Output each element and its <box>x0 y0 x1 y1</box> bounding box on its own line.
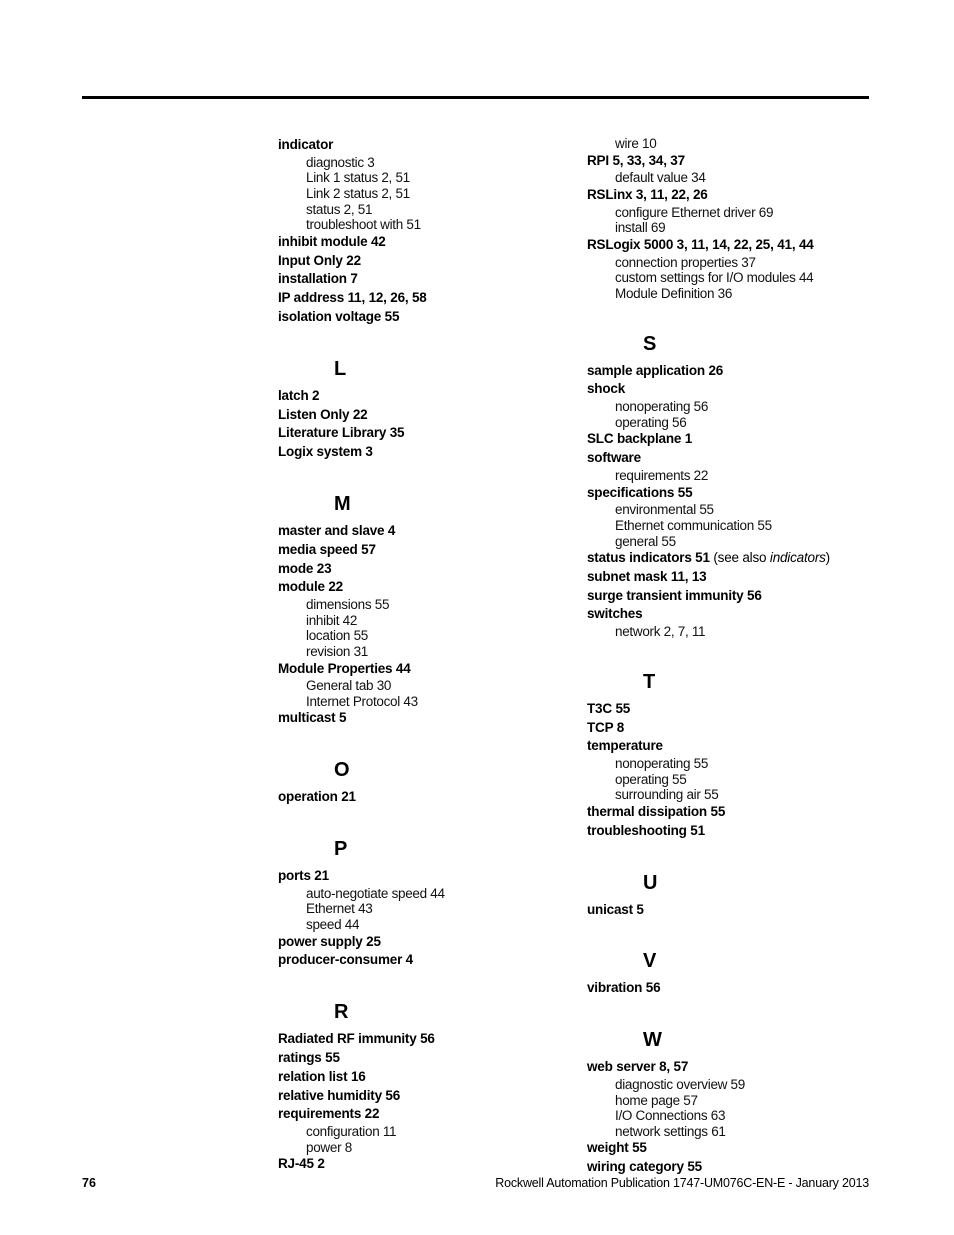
index-term: relation list 16 <box>278 1068 366 1084</box>
index-entry <box>278 578 558 597</box>
index-entry <box>278 387 558 406</box>
index-term: switches <box>587 606 643 622</box>
index-section-w <box>587 1028 887 1177</box>
index-entry <box>278 522 558 541</box>
index-term: Module Properties 44 <box>278 660 411 676</box>
index-subentry: Ethernet communication 55 <box>615 517 772 533</box>
index-section-o <box>278 758 558 807</box>
index-term: subnet mask 11, 13 <box>587 568 707 584</box>
index-subentry: I/O Connections 63 <box>615 1108 726 1124</box>
section-letter: L <box>334 357 347 380</box>
index-term: vibration 56 <box>587 980 661 996</box>
index-section-p <box>278 837 558 970</box>
index-term: isolation voltage 55 <box>278 308 400 324</box>
index-term: relative humidity 56 <box>278 1087 401 1103</box>
section-letter: R <box>334 1001 349 1024</box>
index-subentry: power 8 <box>306 1139 352 1155</box>
index-entry <box>587 822 887 841</box>
index-entry <box>278 424 558 443</box>
index-subentry: default value 34 <box>615 170 706 186</box>
index-term: sample application 26 <box>587 362 724 378</box>
index-entry <box>587 700 887 719</box>
index-subentry: network 2, 7, 11 <box>615 624 706 640</box>
index-term: media speed 57 <box>278 541 376 557</box>
index-section-s <box>587 332 887 640</box>
index-term: IP address 11, 12, 26, 58 <box>278 290 427 306</box>
index-entry <box>278 709 558 728</box>
index-section-t <box>587 670 887 841</box>
index-term: SLC backplane 1 <box>587 431 693 447</box>
index-term: Input Only 22 <box>278 252 361 268</box>
index-subentry: connection properties 37 <box>615 254 756 270</box>
index-term: multicast 5 <box>278 710 347 726</box>
index-term: thermal dissipation 55 <box>587 804 726 820</box>
index-term: temperature <box>587 738 663 754</box>
index-term: RSLogix 5000 3, 11, 14, 22, 25, 41, 44 <box>587 236 814 252</box>
index-term: troubleshooting 51 <box>587 822 705 838</box>
index-subentry: surrounding air 55 <box>615 787 719 803</box>
index-subentry: wire 10 <box>615 136 657 151</box>
index-column-left <box>278 136 558 1174</box>
index-subentry: Ethernet 43 <box>306 901 373 917</box>
page-number: 76 <box>82 1176 96 1190</box>
index-section-m <box>278 492 558 728</box>
index-term: web server 8, 57 <box>587 1059 689 1075</box>
index-subentry: diagnostic 3 <box>306 154 375 170</box>
index-entry <box>278 933 558 952</box>
index-entry <box>587 737 887 756</box>
index-entry <box>278 541 558 560</box>
index-entry <box>587 1158 887 1177</box>
section-letter: V <box>643 950 657 973</box>
section-gap <box>587 302 887 332</box>
index-term: status indicators 51 <box>587 550 710 566</box>
index-entry <box>587 803 887 822</box>
section-letter: O <box>334 759 350 782</box>
index-subentry: location 55 <box>306 628 368 644</box>
index-subentry: home page 57 <box>615 1092 698 1108</box>
index-entry <box>278 951 558 970</box>
index-subentry: General tab 30 <box>306 678 392 694</box>
index-term: ports 21 <box>278 868 329 884</box>
index-entry <box>587 236 887 255</box>
index-subentry: dimensions 55 <box>306 597 390 613</box>
section-letter: T <box>643 670 656 693</box>
index-entry <box>587 549 887 568</box>
index-subentry: configuration 11 <box>306 1124 397 1140</box>
section-gap <box>587 998 887 1028</box>
index-subentry: custom settings for I/O modules 44 <box>615 270 814 286</box>
index-entry <box>587 380 887 399</box>
section-gap <box>278 327 558 357</box>
header-rule <box>82 96 869 99</box>
index-subentry: install 69 <box>615 220 666 236</box>
index-subentry: environmental 55 <box>615 502 714 518</box>
index-entry <box>278 788 558 807</box>
index-term: specifications 55 <box>587 484 693 500</box>
index-subentry: inhibit 42 <box>306 612 358 628</box>
index-term: unicast 5 <box>587 901 644 917</box>
index-section-u <box>587 871 887 920</box>
index-subentry: nonoperating 55 <box>615 756 709 772</box>
index-term: RPI 5, 33, 34, 37 <box>587 152 685 168</box>
section-letter: P <box>334 838 348 861</box>
index-entry <box>278 406 558 425</box>
index-subentry: operating 56 <box>615 414 687 430</box>
index-subentry: troubleshoot with 51 <box>306 217 421 233</box>
index-term: T3C 55 <box>587 700 631 716</box>
index-term: module 22 <box>278 579 343 595</box>
index-entry <box>587 719 887 738</box>
index-subentry: general 55 <box>615 533 676 549</box>
index-entry <box>587 979 887 998</box>
index-term: producer-consumer 4 <box>278 952 413 968</box>
index-entry <box>278 289 558 308</box>
index-entry <box>587 484 887 503</box>
index-term: shock <box>587 381 626 397</box>
index-section <box>587 136 887 302</box>
index-entry <box>278 660 558 679</box>
index-subentry: Link 2 status 2, 51 <box>306 185 410 201</box>
index-term: Listen Only 22 <box>278 406 368 422</box>
index-subentry: nonoperating 56 <box>615 399 709 415</box>
index-entry <box>587 1139 887 1158</box>
index-entry <box>278 1105 558 1124</box>
index-subentry: auto-negotiate speed 44 <box>306 885 445 901</box>
index-entry <box>278 308 558 327</box>
index-entry <box>278 1030 558 1049</box>
index-entry <box>278 1068 558 1087</box>
section-letter: U <box>643 871 658 894</box>
index-subentry: configure Ethernet driver 69 <box>615 204 774 220</box>
index-entry <box>587 605 887 624</box>
index-entry <box>278 1087 558 1106</box>
section-gap <box>278 970 558 1000</box>
index-subentry: requirements 22 <box>615 467 709 483</box>
index-subentry: speed 44 <box>306 917 360 933</box>
index-term: RSLinx 3, 11, 22, 26 <box>587 186 708 202</box>
index-entry <box>587 362 887 381</box>
index-term: mode 23 <box>278 560 332 576</box>
index-term: TCP 8 <box>587 719 625 735</box>
index-entry <box>587 449 887 468</box>
index-term: operation 21 <box>278 789 356 805</box>
index-entry <box>278 136 558 155</box>
publication-info: Rockwell Automation Publication 1747-UM076C-EN-E - January 2013 <box>495 1176 869 1190</box>
index-subentry: revision 31 <box>306 643 368 659</box>
section-letter: S <box>643 332 657 355</box>
index-entry <box>587 1058 887 1077</box>
index-term: master and slave 4 <box>278 522 396 538</box>
index-term: RJ-45 2 <box>278 1156 325 1172</box>
index-entry <box>587 152 887 171</box>
index-term: power supply 25 <box>278 933 381 949</box>
section-gap <box>587 841 887 871</box>
index-term: surge transient immunity 56 <box>587 587 762 603</box>
index-term: requirements 22 <box>278 1106 380 1122</box>
section-gap <box>587 919 887 949</box>
index-entry <box>587 186 887 205</box>
index-term: latch 2 <box>278 387 320 403</box>
index-entry <box>278 867 558 886</box>
index-subentry: Internet Protocol 43 <box>306 693 418 709</box>
see-also-term: indicators <box>769 550 826 566</box>
index-entry <box>587 568 887 587</box>
index-term: weight 55 <box>587 1140 647 1156</box>
index-term: ratings 55 <box>278 1050 340 1066</box>
index-subentry: Link 1 status 2, 51 <box>306 170 410 186</box>
index-section-v <box>587 949 887 998</box>
index-subentry: network settings 61 <box>615 1123 726 1139</box>
see-also-suffix: ) <box>825 550 830 566</box>
index-entry <box>278 233 558 252</box>
section-gap <box>278 807 558 837</box>
index-term: indicator <box>278 137 334 152</box>
index-entry <box>587 587 887 606</box>
section-gap <box>278 462 558 492</box>
section-letter: M <box>334 492 351 515</box>
index-subentry: Module Definition 36 <box>615 285 733 301</box>
index-entry <box>278 252 558 271</box>
index-entry <box>587 901 887 920</box>
see-also-prefix: (see also <box>709 550 770 566</box>
index-term: Literature Library 35 <box>278 425 405 441</box>
index-column-right <box>587 136 887 1177</box>
index-entry <box>587 430 887 449</box>
section-gap <box>278 728 558 758</box>
index-term: Logix system 3 <box>278 444 373 460</box>
index-term: installation 7 <box>278 271 358 287</box>
index-subentry: status 2, 51 <box>306 201 373 217</box>
index-entry <box>278 443 558 462</box>
index-term: inhibit module 42 <box>278 233 386 249</box>
index-term: Radiated RF immunity 56 <box>278 1031 435 1047</box>
index-entry <box>278 270 558 289</box>
section-gap <box>587 640 887 670</box>
index-section-l <box>278 357 558 462</box>
index-entry <box>278 1049 558 1068</box>
index-entry <box>278 1155 558 1174</box>
section-letter: W <box>643 1029 662 1052</box>
index-subentry: diagnostic overview 59 <box>615 1077 745 1093</box>
index-term: wiring category 55 <box>587 1159 702 1175</box>
index-entry <box>278 560 558 579</box>
index-term: software <box>587 450 641 466</box>
index-section <box>278 136 558 327</box>
index-subentry: operating 55 <box>615 771 687 787</box>
index-section-r <box>278 1000 558 1174</box>
